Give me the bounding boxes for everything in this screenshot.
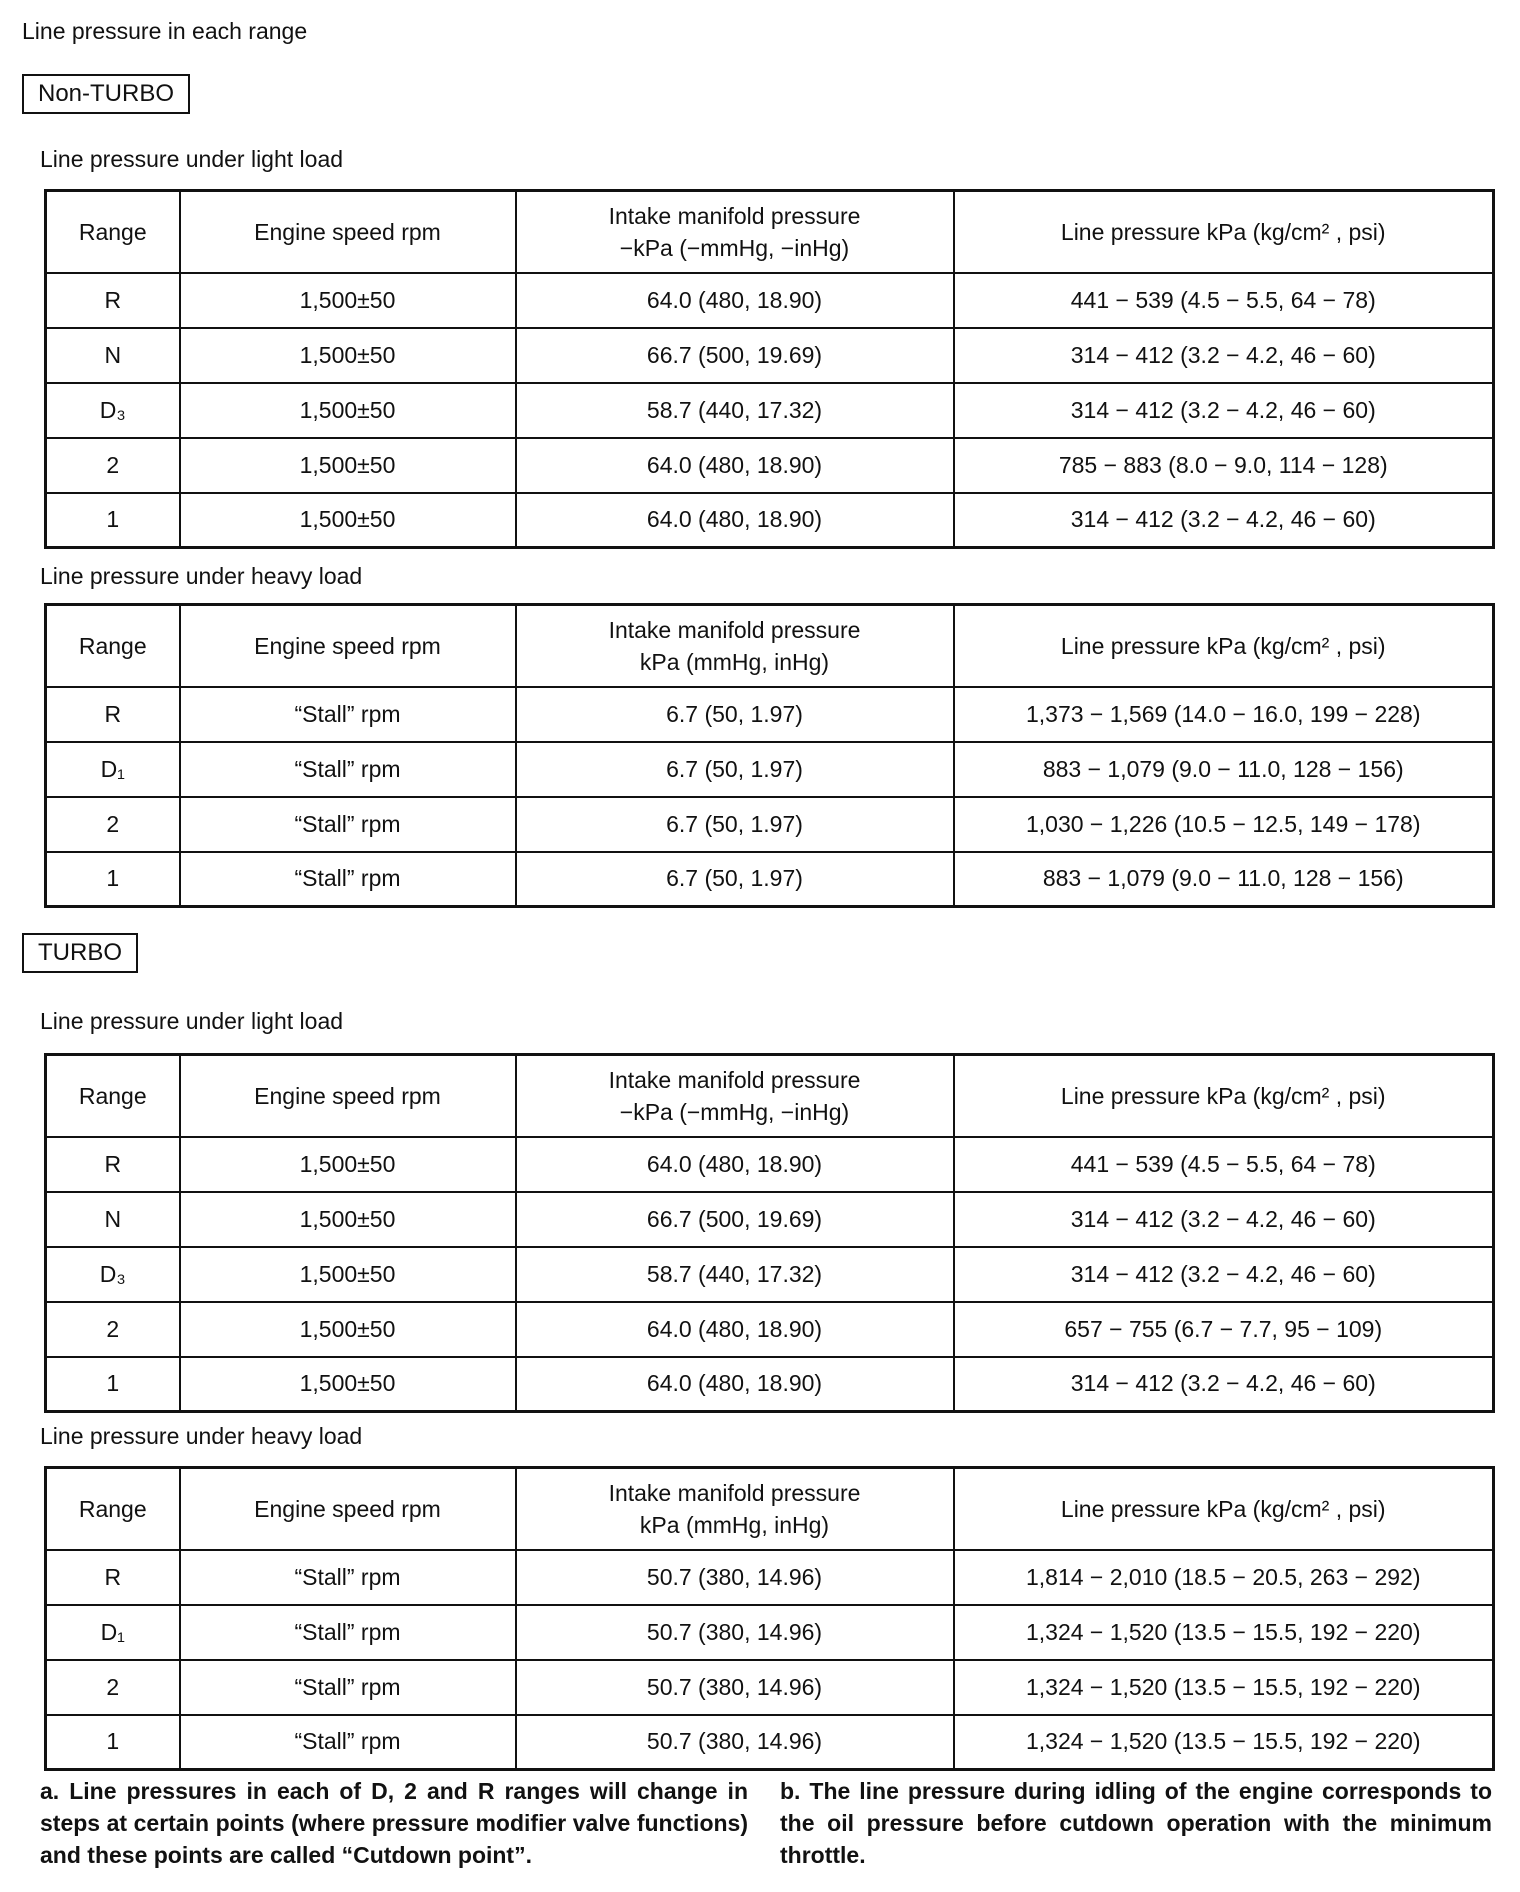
header-range: Range [46,1468,180,1550]
table-turbo-heavy-load [44,1466,1492,1771]
header-engine-speed: Engine speed rpm [180,191,516,273]
cell-range: 2 [46,1302,180,1357]
cell-engine-speed: “Stall” rpm [180,1605,516,1660]
table-row [46,1715,1494,1770]
table-header-row [46,1055,1494,1137]
cell-range: 2 [46,438,180,493]
header-line-pressure: Line pressure kPa (kg/cm² , psi) [954,1055,1494,1137]
cell-intake-manifold-pressure: 58.7 (440, 17.32) [516,1247,954,1302]
spec-table [44,603,1495,908]
cell-line-pressure: 314 − 412 (3.2 − 4.2, 46 − 60) [954,328,1494,383]
cell-range: D₃ [46,383,180,438]
table-row [46,1302,1494,1357]
cell-intake-manifold-pressure: 6.7 (50, 1.97) [516,687,954,742]
cell-range: 1 [46,1715,180,1770]
cell-intake-manifold-pressure: 50.7 (380, 14.96) [516,1660,954,1715]
cell-range: R [46,1550,180,1605]
cell-line-pressure: 883 − 1,079 (9.0 − 11.0, 128 − 156) [954,852,1494,907]
cell-engine-speed: 1,500±50 [180,273,516,328]
cell-line-pressure: 1,814 − 2,010 (18.5 − 20.5, 263 − 292) [954,1550,1494,1605]
cell-line-pressure: 314 − 412 (3.2 − 4.2, 46 − 60) [954,1357,1494,1412]
table-header-row [46,605,1494,687]
page-title: Line pressure in each range [22,18,308,44]
cell-line-pressure: 1,324 − 1,520 (13.5 − 15.5, 192 − 220) [954,1605,1494,1660]
table-row [46,742,1494,797]
cell-intake-manifold-pressure: 64.0 (480, 18.90) [516,1137,954,1192]
cell-intake-manifold-pressure: 64.0 (480, 18.90) [516,438,954,493]
cell-intake-manifold-pressure: 64.0 (480, 18.90) [516,493,954,548]
table-caption: Line pressure under light load [40,1008,344,1034]
table-header-row [46,191,1494,273]
table-turbo-light-load [44,1053,1492,1413]
table-row [46,328,1494,383]
table-row [46,797,1494,852]
cell-engine-speed: 1,500±50 [180,438,516,493]
cell-intake-manifold-pressure: 50.7 (380, 14.96) [516,1605,954,1660]
table-row [46,1357,1494,1412]
table-row [46,273,1494,328]
table-non-turbo-heavy-load [44,603,1492,908]
table-row [46,493,1494,548]
cell-range: R [46,687,180,742]
cell-intake-manifold-pressure: 64.0 (480, 18.90) [516,273,954,328]
cell-range: 1 [46,852,180,907]
table-row [46,1550,1494,1605]
header-intake-manifold-pressure: Intake manifold pressure −kPa (−mmHg, −inHg) [516,191,954,273]
cell-intake-manifold-pressure: 64.0 (480, 18.90) [516,1357,954,1412]
cell-range: 2 [46,797,180,852]
cell-engine-speed: 1,500±50 [180,1192,516,1247]
header-line-pressure: Line pressure kPa (kg/cm² , psi) [954,1468,1494,1550]
cell-engine-speed: “Stall” rpm [180,852,516,907]
table-row [46,687,1494,742]
table-header-row [46,1468,1494,1550]
cell-line-pressure: 883 − 1,079 (9.0 − 11.0, 128 − 156) [954,742,1494,797]
cell-engine-speed: “Stall” rpm [180,1715,516,1770]
cell-intake-manifold-pressure: 6.7 (50, 1.97) [516,742,954,797]
cell-line-pressure: 785 − 883 (8.0 − 9.0, 114 − 128) [954,438,1494,493]
header-range: Range [46,191,180,273]
header-intake-manifold-pressure: Intake manifold pressure kPa (mmHg, inHg) [516,1468,954,1550]
cell-range: R [46,1137,180,1192]
cell-engine-speed: “Stall” rpm [180,1550,516,1605]
cell-range: 1 [46,493,180,548]
note-b: b. The line pressure during idling of the engine corresponds to the oil pressure before cutdown operation with the minimum throttle. [780,1778,1492,1868]
cell-engine-speed: “Stall” rpm [180,687,516,742]
cell-line-pressure: 314 − 412 (3.2 − 4.2, 46 − 60) [954,1247,1494,1302]
header-range: Range [46,605,180,687]
table-non-turbo-light-load [44,189,1492,549]
table-row [46,852,1494,907]
header-engine-speed: Engine speed rpm [180,605,516,687]
cell-intake-manifold-pressure: 50.7 (380, 14.96) [516,1550,954,1605]
cell-engine-speed: “Stall” rpm [180,1660,516,1715]
spec-table [44,1466,1495,1771]
cell-range: D₁ [46,1605,180,1660]
spec-table [44,1053,1495,1413]
table-row [46,1660,1494,1715]
table-row [46,438,1494,493]
table-caption: Line pressure under light load [40,146,344,172]
note-a: a. Line pressures in each of D, 2 and R ranges will change in steps at certain points (where pressure modifier valve functions) and these points are called “Cutdown point”. [40,1778,748,1868]
cell-range: 2 [46,1660,180,1715]
cell-line-pressure: 1,324 − 1,520 (13.5 − 15.5, 192 − 220) [954,1660,1494,1715]
cell-intake-manifold-pressure: 66.7 (500, 19.69) [516,328,954,383]
table-caption: Line pressure under heavy load [40,563,363,589]
section-label-non-turbo: Non-TURBO [22,74,190,114]
cell-range: D₁ [46,742,180,797]
cell-range: N [46,328,180,383]
cell-line-pressure: 314 − 412 (3.2 − 4.2, 46 − 60) [954,1192,1494,1247]
cell-range: R [46,273,180,328]
cell-line-pressure: 1,030 − 1,226 (10.5 − 12.5, 149 − 178) [954,797,1494,852]
header-intake-manifold-pressure: Intake manifold pressure −kPa (−mmHg, −inHg) [516,1055,954,1137]
cell-engine-speed: 1,500±50 [180,1247,516,1302]
cell-line-pressure: 441 − 539 (4.5 − 5.5, 64 − 78) [954,273,1494,328]
cell-engine-speed: 1,500±50 [180,493,516,548]
table-row [46,383,1494,438]
cell-line-pressure: 1,324 − 1,520 (13.5 − 15.5, 192 − 220) [954,1715,1494,1770]
table-row [46,1192,1494,1247]
header-line-pressure: Line pressure kPa (kg/cm² , psi) [954,605,1494,687]
cell-engine-speed: 1,500±50 [180,328,516,383]
cell-engine-speed: 1,500±50 [180,1137,516,1192]
table-row [46,1247,1494,1302]
cell-engine-speed: “Stall” rpm [180,797,516,852]
cell-range: N [46,1192,180,1247]
cell-line-pressure: 314 − 412 (3.2 − 4.2, 46 − 60) [954,493,1494,548]
table-row [46,1605,1494,1660]
cell-intake-manifold-pressure: 6.7 (50, 1.97) [516,797,954,852]
cell-intake-manifold-pressure: 58.7 (440, 17.32) [516,383,954,438]
header-line-pressure: Line pressure kPa (kg/cm² , psi) [954,191,1494,273]
spec-table [44,189,1495,549]
cell-intake-manifold-pressure: 50.7 (380, 14.96) [516,1715,954,1770]
cell-line-pressure: 314 − 412 (3.2 − 4.2, 46 − 60) [954,383,1494,438]
cell-line-pressure: 441 − 539 (4.5 − 5.5, 64 − 78) [954,1137,1494,1192]
cell-line-pressure: 1,373 − 1,569 (14.0 − 16.0, 199 − 228) [954,687,1494,742]
header-engine-speed: Engine speed rpm [180,1468,516,1550]
cell-engine-speed: “Stall” rpm [180,742,516,797]
cell-intake-manifold-pressure: 64.0 (480, 18.90) [516,1302,954,1357]
cell-intake-manifold-pressure: 66.7 (500, 19.69) [516,1192,954,1247]
cell-line-pressure: 657 − 755 (6.7 − 7.7, 95 − 109) [954,1302,1494,1357]
cell-engine-speed: 1,500±50 [180,1357,516,1412]
cell-engine-speed: 1,500±50 [180,383,516,438]
cell-range: 1 [46,1357,180,1412]
cell-range: D₃ [46,1247,180,1302]
header-intake-manifold-pressure: Intake manifold pressure kPa (mmHg, inHg) [516,605,954,687]
table-caption: Line pressure under heavy load [40,1423,363,1449]
header-range: Range [46,1055,180,1137]
table-row [46,1137,1494,1192]
section-label-turbo: TURBO [22,933,138,973]
cell-engine-speed: 1,500±50 [180,1302,516,1357]
cell-intake-manifold-pressure: 6.7 (50, 1.97) [516,852,954,907]
header-engine-speed: Engine speed rpm [180,1055,516,1137]
